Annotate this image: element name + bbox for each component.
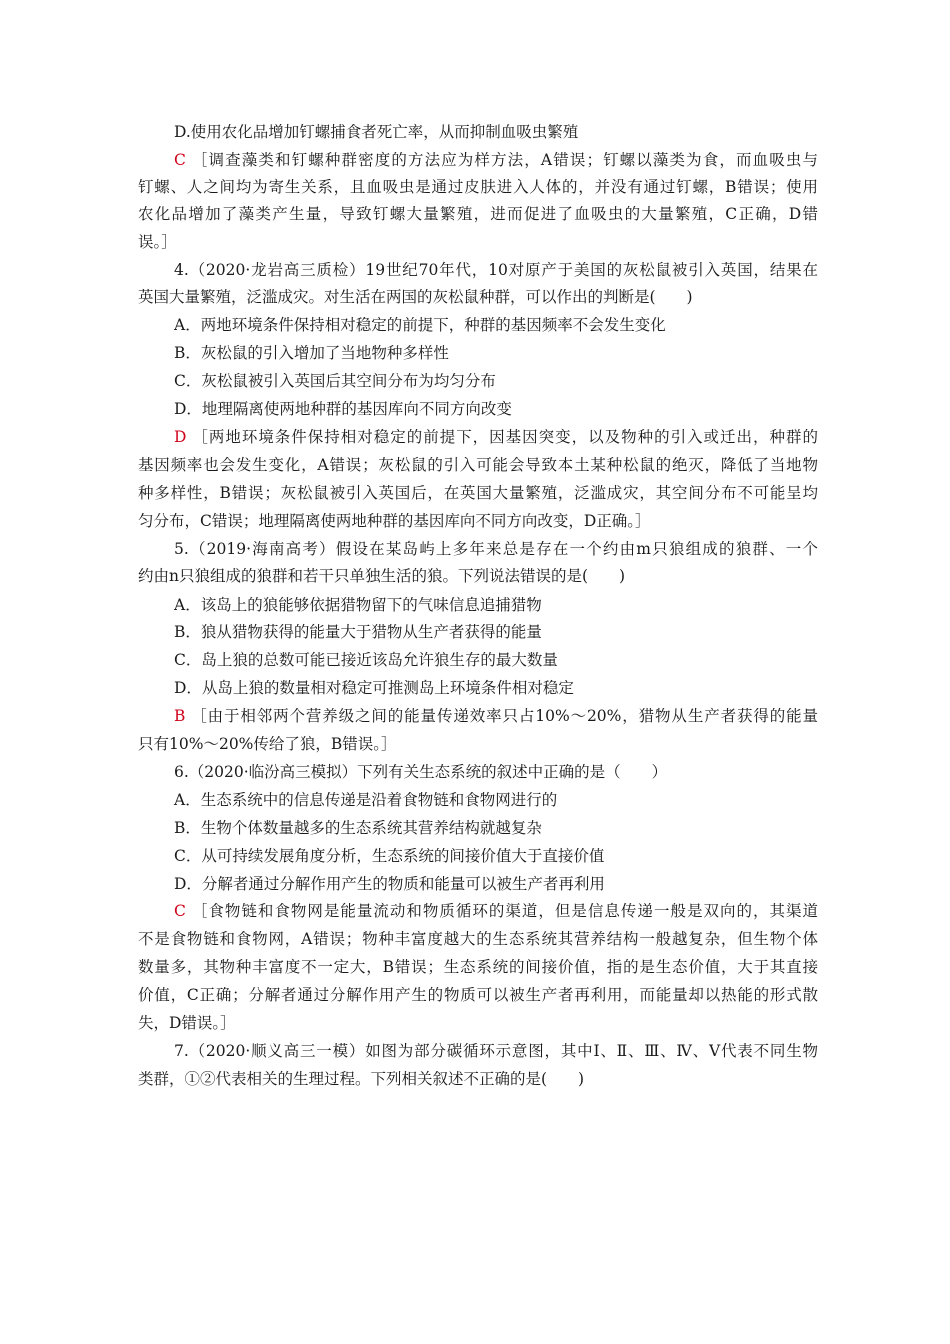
q4-explanation-line-1: D ［两地环境条件保持相对稳定的前提下，因基因突变，以及物种的引入或迁出，种群的	[174, 428, 818, 446]
q6-explanation-line-3: 数量多，其物种丰富度不一定大，B错误；生态系统的间接价值，指的是生态价值，大于其直接	[138, 958, 818, 976]
q3-answer: C	[174, 151, 186, 169]
q7-stem-line-2: 类群，①②代表相关的生理过程。下列相关叙述不正确的是( )	[138, 1070, 585, 1088]
q5-stem-line-1: 5.（2019·海南高考）假设在某岛屿上多年来总是存在一个约由m只狼组成的狼群、一个	[174, 540, 818, 558]
q4-stem-line-2: 英国大量繁殖，泛滥成灾。对生活在两国的灰松鼠种群，可以作出的判断是( )	[138, 288, 693, 306]
q6-answer: C	[174, 902, 186, 920]
q4-option-c: C．灰松鼠被引入英国后其空间分布为均匀分布	[174, 372, 496, 390]
q4-option-a: A．两地环境条件保持相对稳定的前提下，种群的基因频率不会发生变化	[174, 316, 666, 334]
q4-stem-line-1: 4.（2020·龙岩高三质检）19世纪70年代，10对原产于美国的灰松鼠被引入英国，结果在	[174, 261, 818, 279]
q3-explanation-line-4: 误。］	[138, 233, 177, 251]
q5-answer: B	[174, 707, 186, 725]
q6-stem-line-1: 6.（2020·临汾高三模拟）下列有关生态系统的叙述中正确的是（ ）	[174, 763, 668, 781]
q5-explanation-line-1: B ［由于相邻两个营养级之间的能量传递效率只占10%～20%，猎物从生产者获得的能量	[174, 707, 818, 725]
q4-answer: D	[174, 428, 187, 446]
q6-option-d: D．分解者通过分解作用产生的物质和能量可以被生产者再利用	[174, 875, 605, 893]
q6-explanation-line-4: 价值，C正确；分解者通过分解作用产生的物质可以被生产者再利用，而能量却以热能的形式散	[138, 986, 818, 1004]
q6-option-b: B．生物个体数量越多的生态系统其营养结构就越复杂	[174, 819, 542, 837]
q3-option-d: D.使用农化品增加钉螺捕食者死亡率，从而抑制血吸虫繁殖	[174, 123, 579, 141]
q5-option-c: C．岛上狼的总数可能已接近该岛允许狼生存的最大数量	[174, 651, 558, 669]
q5-stem-line-2: 约由n只狼组成的狼群和若干只单独生活的狼。下列说法错误的是( )	[138, 567, 626, 585]
q4-explanation-line-4: 匀分布，C错误；地理隔离使两地种群的基因库向不同方向改变，D正确。］	[138, 512, 651, 530]
q6-option-c: C．从可持续发展角度分析，生态系统的间接价值大于直接价值	[174, 847, 605, 865]
q5-option-d: D．从岛上狼的数量相对稳定可推测岛上环境条件相对稳定	[174, 679, 574, 697]
q5-option-a: A．该岛上的狼能够依据猎物留下的气味信息追捕猎物	[174, 596, 542, 614]
q3-explanation-line-1: C ［调查藻类和钉螺种群密度的方法应为样方法，A错误；钉螺以藻类为食，而血吸虫与	[174, 151, 818, 169]
q6-option-a: A．生态系统中的信息传递是沿着食物链和食物网进行的	[174, 791, 558, 809]
q4-option-b: B．灰松鼠的引入增加了当地物种多样性	[174, 344, 449, 362]
q5-explanation-line-2: 只有10%～20%传给了狼，B错误。］	[138, 735, 397, 753]
q6-explanation-line-1: C ［食物链和食物网是能量流动和物质循环的渠道，但是信息传递一般是双向的，其渠道	[174, 902, 818, 920]
q5-option-b: B．狼从猎物获得的能量大于猎物从生产者获得的能量	[174, 623, 542, 641]
q3-explanation-line-2: 钉螺、人之间均为寄生关系，且血吸虫是通过皮肤进入人体的，并没有通过钉螺，B错误；使用	[138, 178, 818, 196]
q4-explanation-line-3: 种多样性，B错误；灰松鼠被引入英国后，在英国大量繁殖，泛滥成灾，其空间分布不可能呈均	[138, 484, 818, 502]
q4-option-d: D．地理隔离使两地种群的基因库向不同方向改变	[174, 400, 512, 418]
q3-explanation-line-3: 农化品增加了藻类产生量，导致钉螺大量繁殖，进而促进了血吸虫的大量繁殖，C正确，D错	[138, 205, 818, 223]
q6-explanation-line-5: 失，D错误。］	[138, 1014, 236, 1032]
q6-explanation-line-2: 不是食物链和食物网，A错误；物种丰富度越大的生态系统其营养结构一般越复杂，但生物个体	[138, 930, 818, 948]
q4-explanation-line-2: 基因频率也会发生变化，A错误；灰松鼠的引入可能会导致本土某种松鼠的绝灭，降低了当地物	[138, 456, 818, 474]
q7-stem-line-1: 7.（2020·顺义高三一模）如图为部分碳循环示意图，其中Ⅰ、Ⅱ、Ⅲ、Ⅳ、Ⅴ代表不同生物	[174, 1042, 818, 1060]
